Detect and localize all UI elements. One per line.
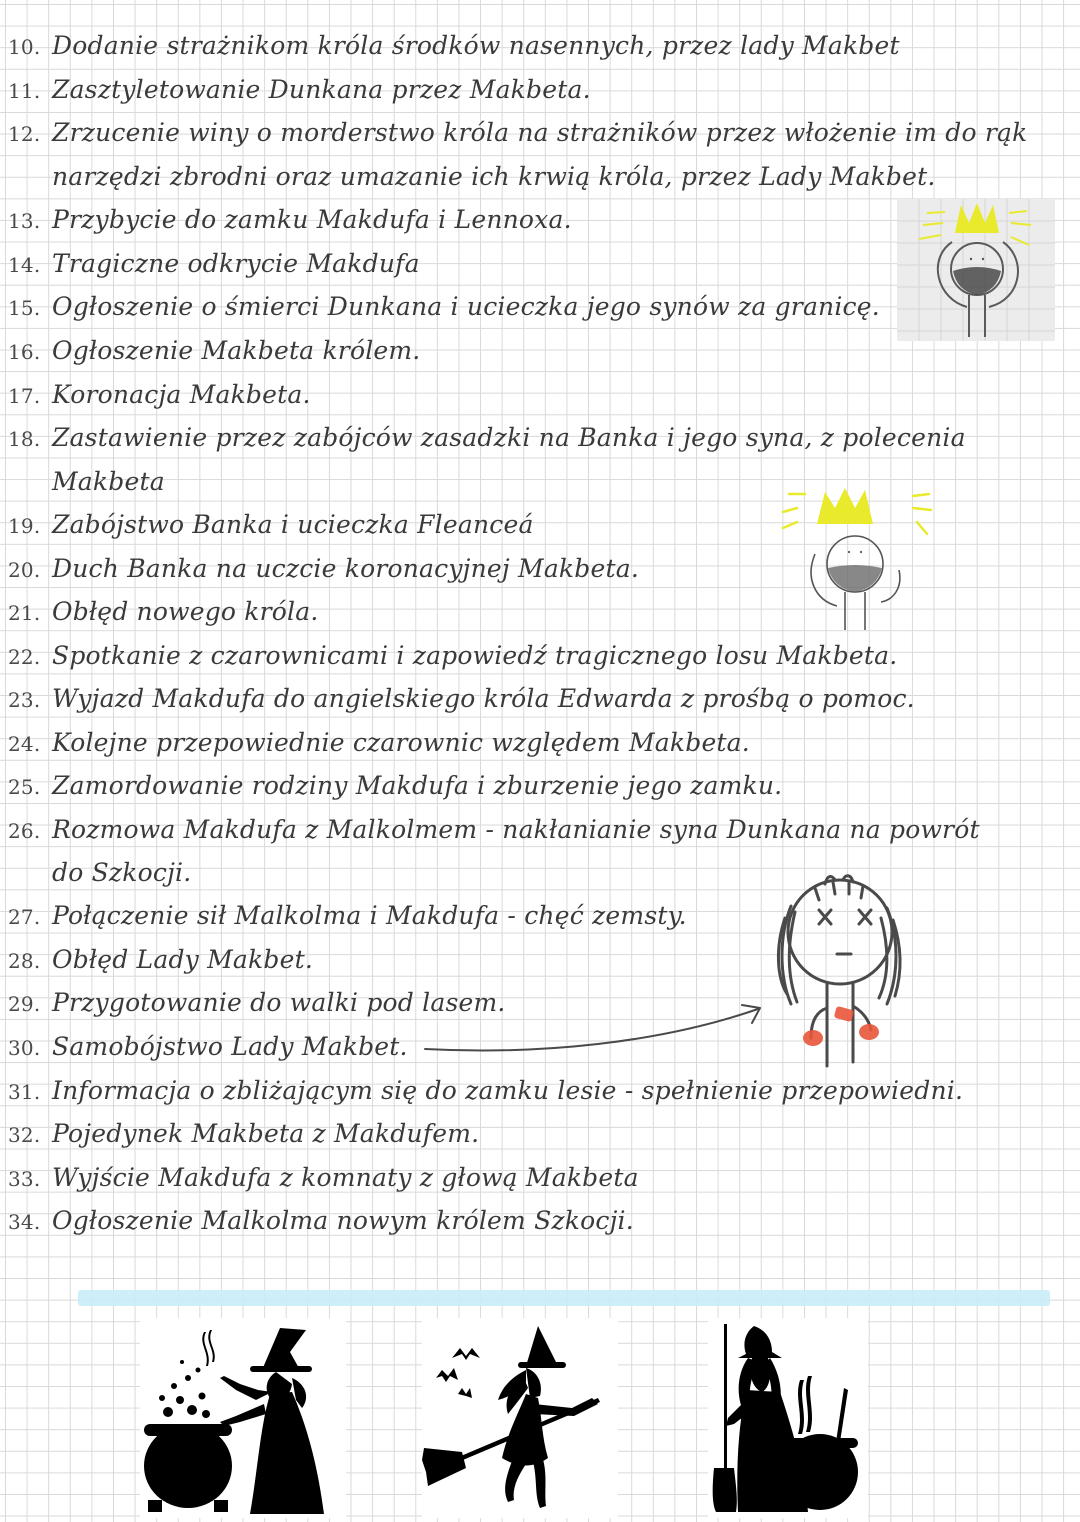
item-text: Informacja o zbliżającym się do zamku lesie - spełnienie przepowiedni. bbox=[52, 1076, 964, 1105]
item-text: Zamordowanie rodziny Makdufa i zburzenie jego zamku. bbox=[52, 771, 783, 800]
item-number: 28. bbox=[8, 949, 41, 973]
item-number: 10. bbox=[8, 35, 41, 59]
list-item-continuation bbox=[52, 462, 165, 502]
item-text: Zabójstwo Banka i ucieczka Fleanceá bbox=[52, 510, 534, 539]
item-text: Wyjście Makdufa z komnaty z głową Makbeta bbox=[52, 1163, 639, 1192]
item-number: 17. bbox=[8, 384, 41, 408]
item-text: Rozmowa Makdufa z Malkolmem - nakłanianie syna Dunkana na powrót bbox=[52, 815, 980, 844]
item-number: 13. bbox=[8, 209, 41, 233]
item-text: Ogłoszenie o śmierci Dunkana i ucieczka jego synów za granicę. bbox=[52, 292, 880, 321]
item-text: Ogłoszenie Malkolma nowym królem Szkocji. bbox=[52, 1206, 634, 1235]
item-text: Ogłoszenie Makbeta królem. bbox=[52, 336, 421, 365]
item-text: Obłęd Lady Makbet. bbox=[52, 945, 313, 974]
item-number: 15. bbox=[8, 296, 41, 320]
item-text: Obłęd nowego króla. bbox=[52, 597, 319, 626]
item-text: Wyjazd Makdufa do angielskiego króla Edwarda z prośbą o pomoc. bbox=[52, 684, 915, 713]
list-item bbox=[8, 896, 687, 936]
item-number: 32. bbox=[8, 1123, 41, 1147]
list-item bbox=[8, 940, 313, 980]
list-item bbox=[8, 1201, 634, 1241]
item-text: Tragiczne odkrycie Makdufa bbox=[52, 249, 420, 278]
item-text: Zrzucenie winy o morderstwo króla na strażników przez włożenie im do rąk bbox=[52, 118, 1028, 147]
item-text: Pojedynek Makbeta z Makdufem. bbox=[52, 1119, 480, 1148]
list-item-continuation bbox=[52, 157, 936, 197]
item-text: Duch Banka na uczcie koronacyjnej Makbeta. bbox=[52, 554, 639, 583]
list-item bbox=[8, 549, 639, 589]
list-item bbox=[8, 418, 966, 458]
item-text: Zasztyletowanie Dunkana przez Makbeta. bbox=[52, 75, 591, 104]
item-number: 11. bbox=[8, 79, 41, 103]
lady-macbeth-dead-doodle bbox=[765, 866, 915, 1071]
item-number: 29. bbox=[8, 992, 41, 1016]
list-item bbox=[8, 287, 880, 327]
item-text: do Szkocji. bbox=[52, 858, 192, 887]
list-item bbox=[8, 26, 900, 66]
item-text: Przygotowanie do walki pod lasem. bbox=[52, 988, 506, 1017]
list-item bbox=[8, 1158, 639, 1198]
list-item bbox=[8, 1071, 963, 1111]
item-number: 33. bbox=[8, 1167, 41, 1191]
item-number: 24. bbox=[8, 732, 41, 756]
item-number: 34. bbox=[8, 1210, 41, 1234]
list-item-continuation bbox=[52, 853, 191, 893]
item-text: Kolejne przepowiednie czarownic względem Makbeta. bbox=[52, 728, 750, 757]
item-number: 20. bbox=[8, 558, 41, 582]
list-item bbox=[8, 200, 572, 240]
item-text: Dodanie strażnikom króla środków nasennych, przez lady Makbet bbox=[52, 31, 900, 60]
list-item bbox=[8, 679, 915, 719]
list-item bbox=[8, 592, 319, 632]
item-text: Połączenie sił Malkolma i Makdufa - chęć zemsty. bbox=[52, 901, 687, 930]
list-item bbox=[8, 810, 980, 850]
crowned-king-doodle bbox=[897, 199, 1055, 341]
item-number: 26. bbox=[8, 819, 41, 843]
item-number: 30. bbox=[8, 1036, 41, 1060]
item-text: Spotkanie z czarownicami i zapowiedź tragicznego losu Makbeta. bbox=[52, 641, 898, 670]
item-text: Koronacja Makbeta. bbox=[52, 380, 311, 409]
witch-cauldron-silhouette bbox=[140, 1318, 346, 1518]
list-item bbox=[8, 70, 591, 110]
list-item bbox=[8, 375, 311, 415]
item-number: 23. bbox=[8, 688, 41, 712]
list-item bbox=[8, 1114, 479, 1154]
highlighter-divider bbox=[78, 1290, 1050, 1306]
item-number: 21. bbox=[8, 601, 41, 625]
item-text: narzędzi zbrodni oraz umazanie ich krwią króla, przez Lady Makbet. bbox=[52, 162, 936, 191]
list-item bbox=[8, 244, 420, 284]
item-number: 22. bbox=[8, 645, 41, 669]
item-number: 12. bbox=[8, 122, 41, 146]
item-number: 16. bbox=[8, 340, 41, 364]
list-item bbox=[8, 636, 897, 676]
list-item bbox=[8, 1027, 408, 1067]
witch-broom-silhouette bbox=[422, 1318, 618, 1518]
item-text: Samobójstwo Lady Makbet. bbox=[52, 1032, 408, 1061]
list-item bbox=[8, 723, 750, 763]
item-text: Zastawienie przez zabójców zasadzki na Banka i jego syna, z polecenia bbox=[52, 423, 966, 452]
item-number: 19. bbox=[8, 514, 41, 538]
list-item bbox=[8, 331, 420, 371]
list-item bbox=[8, 505, 534, 545]
item-number: 18. bbox=[8, 427, 41, 451]
crowned-banquo-doodle bbox=[775, 478, 935, 638]
item-text: Makbeta bbox=[52, 467, 165, 496]
item-number: 14. bbox=[8, 253, 41, 277]
arrow-to-lady-macbeth bbox=[420, 995, 770, 1065]
item-number: 31. bbox=[8, 1080, 41, 1104]
list-item bbox=[8, 766, 782, 806]
item-number: 27. bbox=[8, 905, 41, 929]
item-text: Przybycie do zamku Makdufa i Lennoxa. bbox=[52, 205, 572, 234]
item-number: 25. bbox=[8, 775, 41, 799]
list-item bbox=[8, 113, 1027, 153]
witch-broom-cauldron-silhouette bbox=[708, 1318, 868, 1518]
